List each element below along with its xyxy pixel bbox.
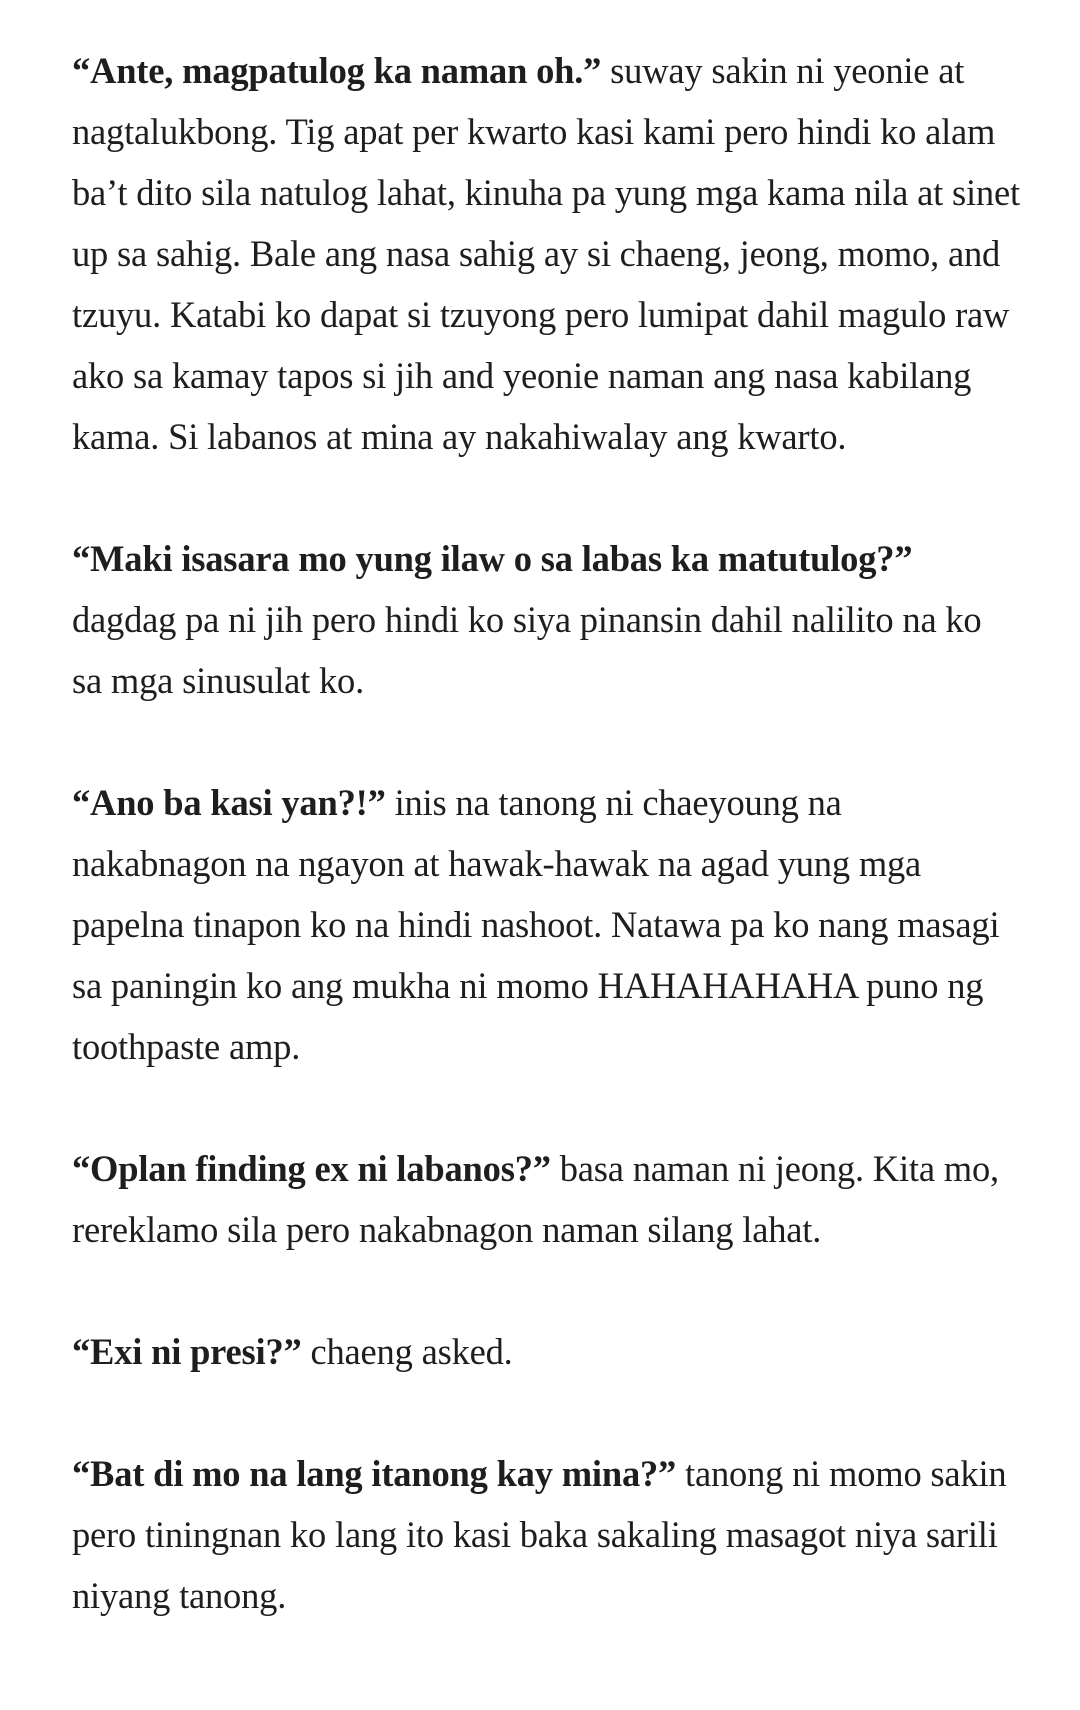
narration-text: suway sakin ni yeonie at nagtalukbong. Tig apat per kwarto kasi kami pero hindi ko alam ba’t dito sila natulog lahat, kinuha pa yung mga kama nila at sinet up sa sahig. Bale ang nasa sahig ay si chaeng, jeong, momo, and tzuyu. Katabi ko dapat si tzuyong pero lumipat dahil magulo raw ako sa kamay tapos si jih and yeonie naman ang nasa kabilang kama. Si labanos at mina ay nakahiwalay ang kwarto. xyxy=(72,50,1020,457)
dialogue-line: “Bat di mo na lang itanong kay mina?” xyxy=(72,1453,677,1494)
story-text xyxy=(72,40,1020,1626)
paragraph xyxy=(72,40,1020,467)
paragraph xyxy=(72,772,1020,1077)
dialogue-line: “Exi ni presi?” xyxy=(72,1331,302,1372)
paragraph xyxy=(72,1138,1020,1260)
paragraph xyxy=(72,1443,1020,1626)
narration-text: inis na tanong ni chaeyoung na nakabnagon na ngayon at hawak-hawak na agad yung mga papelna tinapon ko na hindi nashoot. Natawa pa ko nang masagi sa paningin ko ang mukha ni momo HAHAHAHAHA puno ng toothpaste amp. xyxy=(72,782,1000,1067)
narration-text: basa naman ni jeong. Kita mo, rereklamo sila pero nakabnagon naman silang lahat. xyxy=(72,1148,999,1250)
dialogue-line: “Maki isasara mo yung ilaw o sa labas ka matutulog?” xyxy=(72,538,913,579)
narration-text: chaeng asked. xyxy=(301,1331,513,1372)
dialogue-line: “Oplan finding ex ni labanos?” xyxy=(72,1148,551,1189)
dialogue-line: “Ante, magpatulog ka naman oh.” xyxy=(72,50,602,91)
paragraph xyxy=(72,1321,1020,1382)
narration-text: dagdag pa ni jih pero hindi ko siya pinansin dahil nalilito na ko sa mga sinusulat ko. xyxy=(72,599,982,701)
paragraph xyxy=(72,528,1020,711)
dialogue-line: “Ano ba kasi yan?!” xyxy=(72,782,386,823)
narration-text: tanong ni momo sakin pero tiningnan ko lang ito kasi baka sakaling masagot niya sarili niyang tanong. xyxy=(72,1453,1007,1616)
